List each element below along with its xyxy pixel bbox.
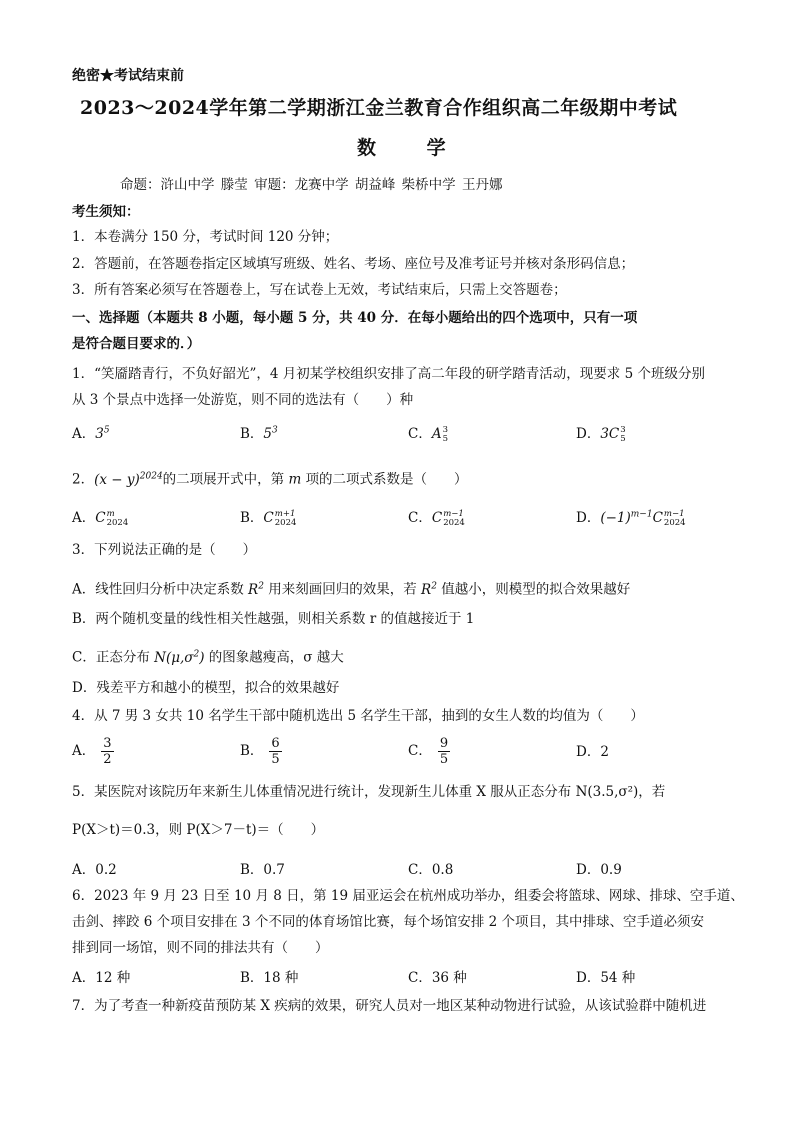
question-1-options: [72, 422, 732, 446]
question-5-stem-cont: P(X＞t)＝0.3，则 P(X＞7－t)＝（ ）: [72, 822, 325, 838]
question-1-stem: 1．“笑靥踏青行，不负好韶光”，4 月初某学校组织安排了高二年段的研学踏青活动，现要求 5 个班级分别: [72, 366, 705, 382]
question-5-options: [72, 858, 732, 882]
question-6-stem-cont: 击剑、摔跤 6 个项目安排在 3 个不同的体育场馆比赛，每个场馆安排 2 个项目，其中排球、空手道必须安: [72, 914, 705, 930]
option-b[interactable]: B．0.7: [240, 862, 285, 878]
option-c[interactable]: C．C m−1 2024: [408, 508, 465, 528]
option-d[interactable]: D．残差平方和越小的模型，拟合的效果越好: [72, 680, 340, 696]
question-7-stem: 7．为了考查一种新疫苗预防某 X 疾病的效果，研究人员对一地区某种动物进行试验，从该试验群中随机进: [72, 998, 707, 1014]
option-b[interactable]: B．18 种: [240, 970, 299, 986]
notice-item: 1．本卷满分 150 分，考试时间 120 分钟；: [72, 229, 339, 245]
question-5-stem: 5．某医院对该院历年来新生儿体重情况进行统计，发现新生儿体重 X 服从正态分布 N(3.5,σ²)，若: [72, 784, 666, 800]
exam-title: 2023～2024学年第二学期浙江金兰教育合作组织高二年级期中考试: [80, 97, 678, 119]
option-a[interactable]: A．线性回归分析中决定系数 $R^2$ 用来刻画回归的效果，若 $R^2$ 值越小，则模型的拟合效果越好: [72, 581, 631, 598]
notice-item: 2．答题前，在答题卷指定区域填写班级、姓名、考场、座位号及准考证号并核对条形码信息；: [72, 256, 635, 272]
option-d[interactable]: D．54 种: [576, 970, 636, 986]
option-a[interactable]: A．0.2: [72, 862, 117, 878]
notice-item: 3．所有答案必须写在答题卷上，写在试卷上无效，考试结束后，只需上交答题卷；: [72, 282, 567, 298]
option-b[interactable]: B． $\frac{6}{5}$: [240, 736, 280, 767]
question-6-stem-cont: 排到同一场馆，则不同的排法共有（ ）: [72, 940, 329, 956]
subject-title: 数 学: [357, 137, 468, 159]
question-6-options: [72, 966, 732, 990]
option-c[interactable]: C．0.8: [408, 862, 454, 878]
question-4-stem: 4．从 7 男 3 女共 10 名学生干部中随机选出 5 名学生干部，抽到的女生人数的均值为（ ）: [72, 708, 644, 724]
authors-line: 命题：浒山中学 滕莹 审题：龙赛中学 胡益峰 柴桥中学 王丹娜: [120, 177, 503, 193]
option-d[interactable]: D．3C 3 5: [576, 424, 626, 444]
option-d[interactable]: D．0.9: [576, 862, 622, 878]
option-c[interactable]: C． $\frac{9}{5}$: [408, 736, 449, 767]
option-c[interactable]: C．正态分布 $N(\mu,\sigma^2)$ 的图象越瘦高，σ 越大: [72, 649, 344, 666]
question-6-stem: 6．2023 年 9 月 23 日至 10 月 8 日，第 19 届亚运会在杭州成功举办，组委会将篮球、网球、排球、空手道、: [72, 888, 744, 904]
option-d[interactable]: D．$(-1)^{m-1}C$ m−1 2024: [576, 508, 686, 528]
question-2-options: [72, 506, 732, 530]
question-3-stem: 3．下列说法正确的是（ ）: [72, 542, 257, 558]
secret-label: 绝密★考试结束前: [72, 68, 184, 84]
option-b[interactable]: B．两个随机变量的线性相关性越强，则相关系数 r 的值越接近于 1: [72, 611, 475, 627]
notice-heading: 考生须知：: [72, 204, 140, 220]
section-heading: 一、选择题（本题共 8 小题，每小题 5 分，共 40 分．在每小题给出的四个选项中，只有一项: [72, 310, 638, 326]
option-b[interactable]: B．C m+1 2024: [240, 508, 297, 528]
question-1-stem-cont: 从 3 个景点中选择一处游览，则不同的选法有（ ）种: [72, 392, 414, 408]
option-c[interactable]: C．36 种: [408, 970, 467, 986]
option-b[interactable]: B．$5^3$: [240, 425, 278, 442]
option-c[interactable]: C．A 3 5: [408, 424, 449, 444]
section-heading-cont: 是符合题目要求的．）: [72, 336, 201, 352]
option-a[interactable]: A．$3^5$: [72, 425, 110, 442]
question-4-options: [72, 732, 732, 772]
question-2-stem: 2．$(x - y)^{2024}$的二项展开式中，第 m 项的二项式系数是（ ）: [72, 471, 468, 488]
option-a[interactable]: A．C m 2024: [72, 508, 129, 528]
option-d[interactable]: D．2: [576, 744, 609, 760]
option-a[interactable]: A． $\frac{3}{2}$: [72, 736, 112, 767]
option-a[interactable]: A．12 种: [72, 970, 131, 986]
